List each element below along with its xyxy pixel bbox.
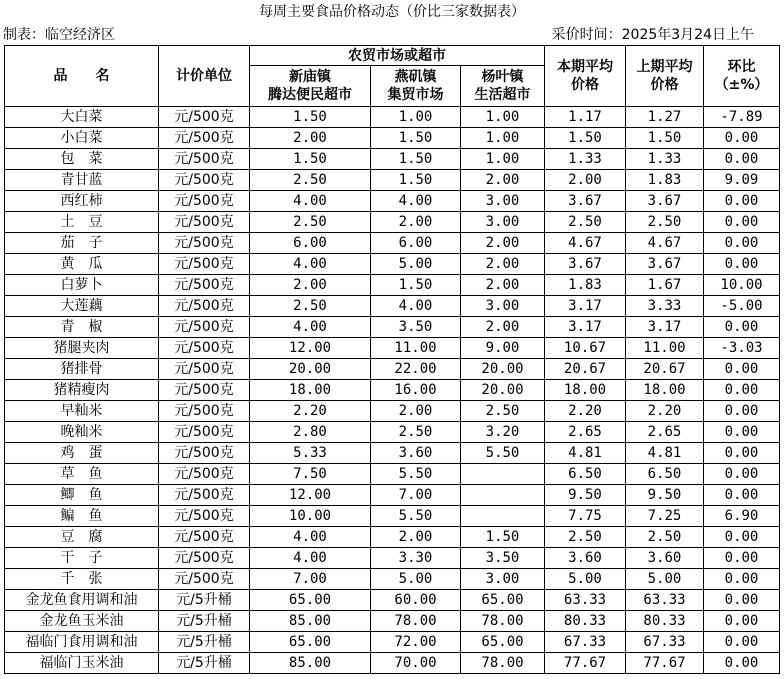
market-1-price-cell: 12.00 xyxy=(250,338,371,359)
market-1-price-cell: 65.00 xyxy=(250,590,371,611)
market-1-price-cell: 2.20 xyxy=(250,401,371,422)
avg-now-cell: 2.65 xyxy=(545,422,626,443)
product-name-cell: 鸡 蛋 xyxy=(5,443,159,464)
avg-now-cell: 1.50 xyxy=(545,128,626,149)
change-cell: -5.00 xyxy=(704,296,780,317)
avg-now-cell: 7.75 xyxy=(545,506,626,527)
avg-now-cell: 1.17 xyxy=(545,107,626,128)
market-3-price-cell: 3.50 xyxy=(461,548,545,569)
price-table xyxy=(4,45,780,674)
table-row xyxy=(5,191,780,212)
table-row xyxy=(5,464,780,485)
unit-cell: 元/500克 xyxy=(159,254,250,275)
market-1-price-cell: 2.00 xyxy=(250,128,371,149)
avg-now-cell: 3.60 xyxy=(545,548,626,569)
table-row xyxy=(5,422,780,443)
market-2-price-cell: 72.00 xyxy=(371,632,461,653)
market-1-price-cell: 2.80 xyxy=(250,422,371,443)
avg-prev-cell: 3.67 xyxy=(626,254,704,275)
product-name-cell: 猪精瘦肉 xyxy=(5,380,159,401)
change-cell: 0.00 xyxy=(704,191,780,212)
avg-prev-cell: 1.27 xyxy=(626,107,704,128)
table-row xyxy=(5,338,780,359)
product-name-cell: 福临门食用调和油 xyxy=(5,632,159,653)
market-3-price-cell: 3.00 xyxy=(461,296,545,317)
product-name-cell: 白萝卜 xyxy=(5,275,159,296)
unit-cell: 元/5升桶 xyxy=(159,590,250,611)
avg-prev-cell: 77.67 xyxy=(626,653,704,674)
avg-now-cell: 3.67 xyxy=(545,254,626,275)
avg-prev-cell: 3.60 xyxy=(626,548,704,569)
product-name-cell: 金龙鱼玉米油 xyxy=(5,611,159,632)
market-3-price-cell: 2.00 xyxy=(461,254,545,275)
product-name-cell: 土 豆 xyxy=(5,212,159,233)
avg-now-cell: 4.81 xyxy=(545,443,626,464)
avg-prev-cell: 11.00 xyxy=(626,338,704,359)
change-cell: 0.00 xyxy=(704,485,780,506)
header-change: 环比 （±%） xyxy=(704,46,780,107)
market-1-price-cell: 6.00 xyxy=(250,233,371,254)
market-3-price-cell: 65.00 xyxy=(461,590,545,611)
unit-cell: 元/500克 xyxy=(159,380,250,401)
market-3-price-cell: 65.00 xyxy=(461,632,545,653)
market-1-price-cell: 1.50 xyxy=(250,107,371,128)
avg-prev-cell: 80.33 xyxy=(626,611,704,632)
avg-prev-cell: 1.83 xyxy=(626,170,704,191)
market-2-price-cell: 11.00 xyxy=(371,338,461,359)
change-cell: 0.00 xyxy=(704,317,780,338)
market-2-price-cell: 4.00 xyxy=(371,191,461,212)
market-2-price-cell: 70.00 xyxy=(371,653,461,674)
avg-now-cell: 80.33 xyxy=(545,611,626,632)
table-row xyxy=(5,548,780,569)
product-name-cell: 豆 腐 xyxy=(5,527,159,548)
avg-prev-cell: 2.50 xyxy=(626,212,704,233)
product-name-cell: 小白菜 xyxy=(5,128,159,149)
avg-prev-cell: 3.67 xyxy=(626,191,704,212)
unit-cell: 元/500克 xyxy=(159,128,250,149)
header-avg-now: 本期平均 价格 xyxy=(545,46,626,107)
avg-prev-cell: 3.17 xyxy=(626,317,704,338)
change-cell: 0.00 xyxy=(704,569,780,590)
header-product: 品 名 xyxy=(5,46,159,107)
table-row xyxy=(5,212,780,233)
product-name-cell: 千 张 xyxy=(5,569,159,590)
market-2-price-cell: 60.00 xyxy=(371,590,461,611)
market-1-price-cell: 85.00 xyxy=(250,653,371,674)
price-table-body xyxy=(5,107,780,674)
table-row xyxy=(5,632,780,653)
header-market-3: 杨叶镇 生活超市 xyxy=(461,66,545,107)
unit-cell: 元/500克 xyxy=(159,485,250,506)
market-3-price-cell: 3.00 xyxy=(461,191,545,212)
product-name-cell: 金龙鱼食用调和油 xyxy=(5,590,159,611)
market-2-price-cell: 1.50 xyxy=(371,170,461,191)
header-market-2: 燕矶镇 集贸市场 xyxy=(371,66,461,107)
table-row xyxy=(5,359,780,380)
change-cell: 0.00 xyxy=(704,632,780,653)
avg-prev-cell: 67.33 xyxy=(626,632,704,653)
table-title: 每周主要食品价格动态（价比三家数据表） xyxy=(259,4,525,20)
product-name-cell: 晚籼米 xyxy=(5,422,159,443)
unit-cell: 元/500克 xyxy=(159,464,250,485)
avg-prev-cell: 2.20 xyxy=(626,401,704,422)
market-1-price-cell: 1.50 xyxy=(250,149,371,170)
unit-cell: 元/500克 xyxy=(159,149,250,170)
avg-prev-cell: 3.33 xyxy=(626,296,704,317)
price-time-label: 采价时间：2025年3月24日上午 xyxy=(551,27,754,43)
change-cell: 10.00 xyxy=(704,275,780,296)
market-1-price-cell: 4.00 xyxy=(250,527,371,548)
table-row xyxy=(5,296,780,317)
table-row xyxy=(5,107,780,128)
change-cell: 0.00 xyxy=(704,611,780,632)
avg-now-cell: 3.67 xyxy=(545,191,626,212)
avg-prev-cell: 2.50 xyxy=(626,527,704,548)
change-cell: 6.90 xyxy=(704,506,780,527)
market-2-price-cell: 1.50 xyxy=(371,149,461,170)
unit-cell: 元/500克 xyxy=(159,506,250,527)
market-2-price-cell: 5.50 xyxy=(371,506,461,527)
avg-now-cell: 3.17 xyxy=(545,296,626,317)
avg-now-cell: 77.67 xyxy=(545,653,626,674)
product-name-cell: 鲫 鱼 xyxy=(5,485,159,506)
market-1-price-cell: 18.00 xyxy=(250,380,371,401)
market-1-price-cell: 2.50 xyxy=(250,296,371,317)
market-1-price-cell: 65.00 xyxy=(250,632,371,653)
table-row xyxy=(5,317,780,338)
table-row xyxy=(5,506,780,527)
unit-cell: 元/500克 xyxy=(159,191,250,212)
change-cell: 0.00 xyxy=(704,149,780,170)
market-1-price-cell: 7.00 xyxy=(250,569,371,590)
avg-prev-cell: 63.33 xyxy=(626,590,704,611)
avg-prev-cell: 2.65 xyxy=(626,422,704,443)
unit-cell: 元/500克 xyxy=(159,233,250,254)
product-name-cell: 早籼米 xyxy=(5,401,159,422)
avg-now-cell: 2.20 xyxy=(545,401,626,422)
market-3-price-cell: 2.50 xyxy=(461,401,545,422)
market-1-price-cell: 7.50 xyxy=(250,464,371,485)
market-3-price-cell: 20.00 xyxy=(461,359,545,380)
avg-now-cell: 18.00 xyxy=(545,380,626,401)
table-row xyxy=(5,611,780,632)
avg-now-cell: 4.67 xyxy=(545,233,626,254)
market-3-price-cell: 1.00 xyxy=(461,107,545,128)
avg-now-cell: 20.67 xyxy=(545,359,626,380)
unit-cell: 元/500克 xyxy=(159,527,250,548)
change-cell: 0.00 xyxy=(704,443,780,464)
unit-cell: 元/500克 xyxy=(159,401,250,422)
avg-prev-cell: 18.00 xyxy=(626,380,704,401)
avg-now-cell: 10.67 xyxy=(545,338,626,359)
product-name-cell: 大白菜 xyxy=(5,107,159,128)
avg-now-cell: 2.50 xyxy=(545,527,626,548)
table-row xyxy=(5,527,780,548)
market-2-price-cell: 2.00 xyxy=(371,527,461,548)
avg-prev-cell: 1.33 xyxy=(626,149,704,170)
market-2-price-cell: 2.00 xyxy=(371,401,461,422)
market-3-price-cell: 20.00 xyxy=(461,380,545,401)
table-row xyxy=(5,485,780,506)
table-row xyxy=(5,254,780,275)
market-2-price-cell: 4.00 xyxy=(371,296,461,317)
market-3-price-cell: 1.00 xyxy=(461,149,545,170)
avg-now-cell: 1.33 xyxy=(545,149,626,170)
market-3-price-cell xyxy=(461,506,545,527)
change-cell: 0.00 xyxy=(704,527,780,548)
table-row xyxy=(5,233,780,254)
market-2-price-cell: 3.60 xyxy=(371,443,461,464)
market-1-price-cell: 5.33 xyxy=(250,443,371,464)
market-2-price-cell: 7.00 xyxy=(371,485,461,506)
product-name-cell: 干 子 xyxy=(5,548,159,569)
unit-cell: 元/5升桶 xyxy=(159,632,250,653)
unit-cell: 元/500克 xyxy=(159,338,250,359)
market-3-price-cell: 78.00 xyxy=(461,611,545,632)
product-name-cell: 青甘蓝 xyxy=(5,170,159,191)
market-2-price-cell: 1.50 xyxy=(371,275,461,296)
avg-now-cell: 5.00 xyxy=(545,569,626,590)
avg-prev-cell: 1.50 xyxy=(626,128,704,149)
unit-cell: 元/500克 xyxy=(159,170,250,191)
change-cell: 0.00 xyxy=(704,590,780,611)
market-3-price-cell xyxy=(461,485,545,506)
avg-now-cell: 3.17 xyxy=(545,317,626,338)
change-cell: 0.00 xyxy=(704,212,780,233)
change-cell: 0.00 xyxy=(704,653,780,674)
market-1-price-cell: 2.00 xyxy=(250,275,371,296)
table-row xyxy=(5,653,780,674)
market-3-price-cell: 3.20 xyxy=(461,422,545,443)
header-row-1 xyxy=(5,46,780,66)
header-avg-prev: 上期平均 价格 xyxy=(626,46,704,107)
change-cell: 0.00 xyxy=(704,128,780,149)
market-3-price-cell: 1.00 xyxy=(461,128,545,149)
market-3-price-cell: 9.00 xyxy=(461,338,545,359)
avg-now-cell: 2.50 xyxy=(545,212,626,233)
change-cell: 0.00 xyxy=(704,254,780,275)
change-cell: 0.00 xyxy=(704,380,780,401)
product-name-cell: 猪排骨 xyxy=(5,359,159,380)
unit-cell: 元/5升桶 xyxy=(159,653,250,674)
market-2-price-cell: 2.50 xyxy=(371,422,461,443)
product-name-cell: 青 椒 xyxy=(5,317,159,338)
market-3-price-cell: 2.00 xyxy=(461,275,545,296)
change-cell: -7.89 xyxy=(704,107,780,128)
market-2-price-cell: 1.50 xyxy=(371,128,461,149)
product-name-cell: 包 菜 xyxy=(5,149,159,170)
market-2-price-cell: 2.00 xyxy=(371,212,461,233)
market-1-price-cell: 85.00 xyxy=(250,611,371,632)
avg-now-cell: 9.50 xyxy=(545,485,626,506)
unit-cell: 元/5升桶 xyxy=(159,611,250,632)
unit-cell: 元/500克 xyxy=(159,275,250,296)
table-row xyxy=(5,401,780,422)
market-1-price-cell: 4.00 xyxy=(250,254,371,275)
market-1-price-cell: 10.00 xyxy=(250,506,371,527)
unit-cell: 元/500克 xyxy=(159,359,250,380)
market-1-price-cell: 4.00 xyxy=(250,191,371,212)
unit-cell: 元/500克 xyxy=(159,107,250,128)
market-3-price-cell: 2.00 xyxy=(461,317,545,338)
table-row xyxy=(5,569,780,590)
market-2-price-cell: 1.00 xyxy=(371,107,461,128)
table-row xyxy=(5,149,780,170)
product-name-cell: 草 鱼 xyxy=(5,464,159,485)
table-row xyxy=(5,590,780,611)
market-1-price-cell: 12.00 xyxy=(250,485,371,506)
market-2-price-cell: 22.00 xyxy=(371,359,461,380)
avg-prev-cell: 9.50 xyxy=(626,485,704,506)
change-cell: 0.00 xyxy=(704,233,780,254)
market-3-price-cell: 78.00 xyxy=(461,653,545,674)
market-1-price-cell: 4.00 xyxy=(250,317,371,338)
product-name-cell: 茄 子 xyxy=(5,233,159,254)
market-1-price-cell: 2.50 xyxy=(250,212,371,233)
unit-cell: 元/500克 xyxy=(159,548,250,569)
market-3-price-cell: 2.00 xyxy=(461,170,545,191)
avg-now-cell: 63.33 xyxy=(545,590,626,611)
table-row xyxy=(5,275,780,296)
market-3-price-cell: 3.00 xyxy=(461,212,545,233)
avg-prev-cell: 7.25 xyxy=(626,506,704,527)
unit-cell: 元/500克 xyxy=(159,212,250,233)
market-2-price-cell: 78.00 xyxy=(371,611,461,632)
table-row xyxy=(5,380,780,401)
market-2-price-cell: 5.00 xyxy=(371,254,461,275)
avg-prev-cell: 6.50 xyxy=(626,464,704,485)
change-cell: 0.00 xyxy=(704,359,780,380)
avg-prev-cell: 20.67 xyxy=(626,359,704,380)
product-name-cell: 鳊 鱼 xyxy=(5,506,159,527)
product-name-cell: 大莲藕 xyxy=(5,296,159,317)
change-cell: 9.09 xyxy=(704,170,780,191)
avg-prev-cell: 1.67 xyxy=(626,275,704,296)
table-row xyxy=(5,128,780,149)
avg-now-cell: 1.83 xyxy=(545,275,626,296)
change-cell: 0.00 xyxy=(704,464,780,485)
market-3-price-cell: 3.00 xyxy=(461,569,545,590)
market-2-price-cell: 3.30 xyxy=(371,548,461,569)
avg-now-cell: 67.33 xyxy=(545,632,626,653)
change-cell: 0.00 xyxy=(704,422,780,443)
market-2-price-cell: 3.50 xyxy=(371,317,461,338)
avg-prev-cell: 4.81 xyxy=(626,443,704,464)
unit-cell: 元/500克 xyxy=(159,296,250,317)
product-name-cell: 猪腿夹肉 xyxy=(5,338,159,359)
product-name-cell: 黄 瓜 xyxy=(5,254,159,275)
unit-cell: 元/500克 xyxy=(159,569,250,590)
product-name-cell: 福临门玉米油 xyxy=(5,653,159,674)
change-cell: 0.00 xyxy=(704,401,780,422)
market-1-price-cell: 2.50 xyxy=(250,170,371,191)
unit-cell: 元/500克 xyxy=(159,422,250,443)
market-2-price-cell: 5.00 xyxy=(371,569,461,590)
header-market-1: 新庙镇 腾达便民超市 xyxy=(250,66,371,107)
market-3-price-cell: 1.50 xyxy=(461,527,545,548)
header-unit: 计价单位 xyxy=(159,46,250,107)
market-3-price-cell xyxy=(461,464,545,485)
market-1-price-cell: 20.00 xyxy=(250,359,371,380)
table-row xyxy=(5,170,780,191)
market-2-price-cell: 5.50 xyxy=(371,464,461,485)
market-2-price-cell: 16.00 xyxy=(371,380,461,401)
unit-cell: 元/500克 xyxy=(159,317,250,338)
table-row xyxy=(5,443,780,464)
avg-prev-cell: 4.67 xyxy=(626,233,704,254)
header-market-group: 农贸市场或超市 xyxy=(250,46,545,66)
avg-now-cell: 2.00 xyxy=(545,170,626,191)
market-2-price-cell: 6.00 xyxy=(371,233,461,254)
market-3-price-cell: 2.00 xyxy=(461,233,545,254)
change-cell: -3.03 xyxy=(704,338,780,359)
unit-cell: 元/500克 xyxy=(159,443,250,464)
product-name-cell: 西红柿 xyxy=(5,191,159,212)
made-by-label: 制表：临空经济区 xyxy=(3,27,115,43)
market-3-price-cell: 5.50 xyxy=(461,443,545,464)
avg-now-cell: 6.50 xyxy=(545,464,626,485)
avg-prev-cell: 5.00 xyxy=(626,569,704,590)
change-cell: 0.00 xyxy=(704,548,780,569)
market-1-price-cell: 4.00 xyxy=(250,548,371,569)
